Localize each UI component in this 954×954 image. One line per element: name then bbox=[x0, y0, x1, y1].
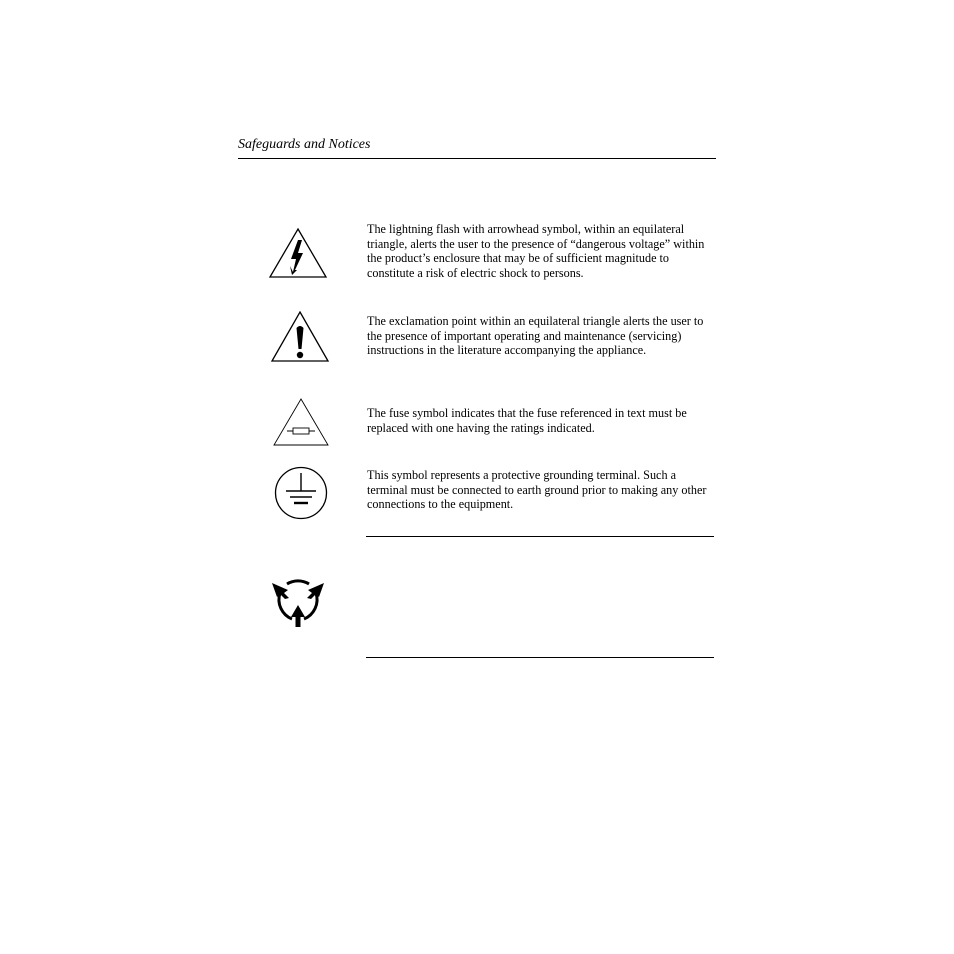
notice-text-lightning: The lightning flash with arrowhead symbol, within an equilateral triangle, alerts the user to the presence of “dangerous voltage” within the product’s enclosure that may be of sufficient magnitude to constitute a risk of electric shock to persons. bbox=[367, 222, 705, 280]
exclamation-triangle-icon bbox=[270, 310, 330, 363]
esd-notice-bottom-rule bbox=[366, 657, 714, 658]
esd-notice-top-rule bbox=[366, 536, 714, 537]
lightning-triangle-icon bbox=[268, 227, 328, 279]
notice-text-ground: This symbol represents a protective grounding terminal. Such a terminal must be connected to earth ground prior to making any other connections to the equipment. bbox=[367, 468, 707, 512]
notice-text-exclamation: The exclamation point within an equilateral triangle alerts the user to the presence of important operating and maintenance (servicing) instructions in the literature accompanying the appliance. bbox=[367, 314, 704, 358]
esd-sensitive-icon bbox=[270, 574, 326, 630]
notice-text-fuse: The fuse symbol indicates that the fuse referenced in text must be replaced with one having the ratings indicated. bbox=[367, 406, 687, 435]
ground-terminal-icon bbox=[273, 465, 329, 521]
page-header: Safeguards and Notices bbox=[238, 137, 371, 152]
fuse-triangle-icon bbox=[272, 397, 330, 447]
header-rule bbox=[238, 158, 716, 159]
